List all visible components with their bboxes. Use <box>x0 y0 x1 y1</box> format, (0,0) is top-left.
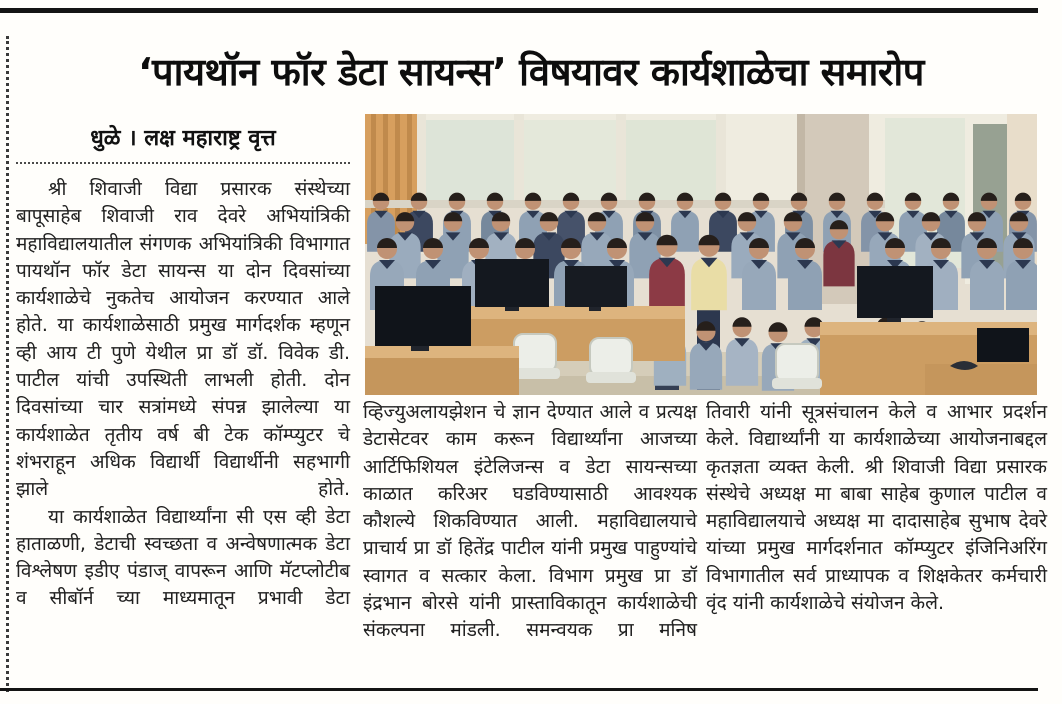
article-column-1 <box>16 176 350 613</box>
paragraph: या कार्यशाळेत विद्यार्थ्यांना सी एस व्ही डेटा हाताळणी, डेटाची स्वच्छता व अन्वेषणात्मक डेटा विश्लेषण इडीए पंडाज् वापरून आणि मॅटप्लोटीब व सीबॉर्न च्या माध्यमातून प्रभावी डेटा <box>16 505 350 610</box>
article-headline: ‘पायथॉन फॉर डेटा सायन्स’ विषयावर कार्यशाळेचा समारोप <box>138 50 924 94</box>
article-column-2 <box>363 399 697 645</box>
article-byline: धुळे । लक्ष महाराष्ट्र वृत्त <box>90 126 276 151</box>
paragraph: तिवारी यांनी सूत्रसंचालन केले व आभार प्रदर्शन केले. विद्यार्थ्यांनी या कार्यशाळेच्या आयोजनाबद्दल कृतज्ञता व्यक्त केली. श्री शिवाजी विद्या प्रसारक संस्थेचे अध्यक्ष मा बाबा साहेब कुणाल पाटील व महाविद्यालयाचे अध्यक्ष मा दादासाहेब सुभाष देवरे यांच्या प्रमुख मार्गदर्शनात कॉम्प्युटर इंजिनिअरिंग विभागातील सर्व प्राध्यापक व शिक्षकेतर कर्मचारी वृंद यांनी कार्यशाळेचे संयोजन केले. <box>706 401 1047 615</box>
paragraph: व्हिज्युअलायझेशन चे ज्ञान देण्यात आले व प्रत्यक्ष डेटासेटवर काम करून विद्यार्थ्यांना आजच्या आर्टिफिशियल इंटेलिजन्स व डेटा सायन्सच्या काळात करिअर घडविण्यासाठी आवश्यक कौशल्ये शिकविण्यात आली. महाविद्यालयाचे प्राचार्य प्रा डॉ हितेंद्र पाटील यांनी प्रमुख पाहुण्यांचे स्वागत व सत्कार केला. विभाग प्रमुख प्रा डॉ इंद्रभान बोरसे यांनी प्रास्ताविकातून कार्यशाळेची संकल्पना मांडली. समन्वयक प्रा मनिष <box>363 401 697 642</box>
top-rule <box>0 8 1038 13</box>
bottom-rule <box>0 688 1038 691</box>
byline-dotted-rule <box>16 162 350 164</box>
paragraph: श्री शिवाजी विद्या प्रसारक संस्थेच्या बापूसाहेब शिवाजी राव देवरे अभियांत्रिकी महाविद्यालयातील संगणक अभियांत्रिकी विभागात पायथॉन फॉर डेटा सायन्स या दोन दिवसांच्या कार्यशाळेचे नुकतेच आयोजन करण्यात आले होते. या कार्यशाळेसाठी प्रमुख मार्गदर्शक म्हणून व्ही आय टी पुणे येथील प्रा डॉ डॉ. विवेक डी. पाटील यांची उपस्थिती लाभली होती. दोन दिवसांच्या चार सत्रांमध्ये संपन्न झालेल्या या कार्यशाळेत तृतीय वर्ष बी टेक कॉम्प्युटर चे शंभराहून अधिक विद्यार्थी विद्यार्थीनी सहभागी झाले होते. <box>16 178 350 501</box>
article-column-3 <box>706 399 1047 617</box>
article-photo <box>365 114 1037 395</box>
column-separator-dotted <box>6 36 9 692</box>
lab-photo-illustration <box>365 114 1037 395</box>
